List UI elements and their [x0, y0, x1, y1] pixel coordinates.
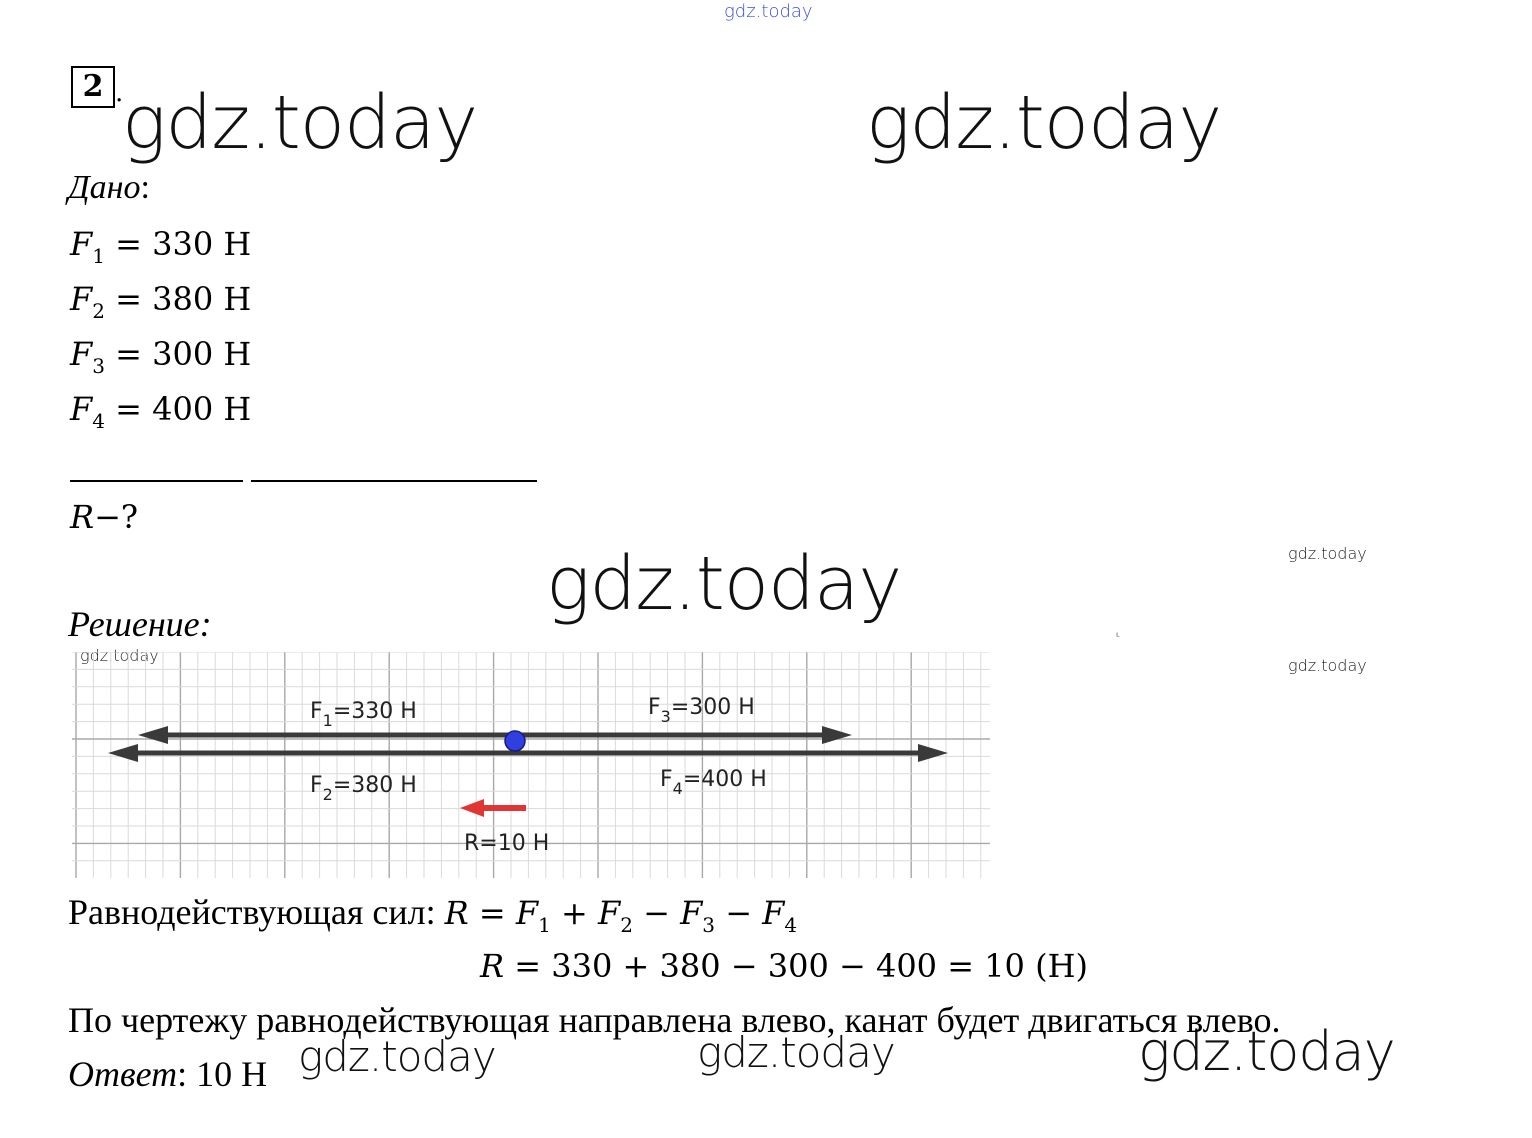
watermark-right-2: gdz.today [1288, 656, 1367, 675]
force-diagram [72, 652, 992, 880]
f1-label: $F_1=330$ Н [310, 699, 417, 730]
watermark-right-1: gdz.today [1288, 544, 1367, 563]
application-point [505, 731, 525, 751]
find-r: R−? [70, 498, 139, 536]
f1-arrow [138, 726, 566, 744]
calculation-line: R = 330 + 380 − 300 − 400 = 10 (Н) [480, 947, 1088, 985]
watermark-center: gdz.today [546, 541, 902, 627]
watermark-header-left: gdz.today [122, 80, 478, 166]
watermark-header-right: gdz.today [866, 80, 1222, 166]
given-f2: $F_2 = 380$ Н [70, 280, 252, 323]
conclusion-text: По чертежу равнодействующая направлена влево, канат будет двигаться влево. [68, 1000, 1281, 1040]
solution-title: Решение: [68, 604, 212, 644]
f4-arrow [530, 744, 948, 762]
f3-arrow [540, 726, 852, 744]
given-f1: $F_1 = 330$ Н [70, 225, 252, 268]
given-title: Дано: [68, 169, 150, 206]
given-f4: $F_4 = 400$ Н [70, 390, 252, 433]
f3-label: $F_3=300$ Н [648, 695, 755, 726]
f2-label: $F_2=380$ Н [310, 773, 417, 804]
watermark-graph: gdz.today [80, 646, 159, 665]
resultant-label: R=10 Н [464, 831, 550, 856]
answer-line: Ответ: 10 Н [68, 1054, 268, 1094]
given-divider-gap [243, 478, 251, 484]
watermark-bottom-middle: gdz.today [697, 1028, 895, 1077]
stray-mark: ᒻ [1116, 632, 1120, 643]
result-line: Равнодействующая сил: $R = F_1 + F_2 - F_3 - F_4$ [68, 892, 798, 937]
f4-label: $F_4=400$ Н [660, 767, 767, 798]
watermark-top: gdz.today [724, 1, 813, 22]
task-number-dot: . [115, 78, 124, 108]
watermark-bottom-left: gdz.today [298, 1032, 496, 1081]
given-divider [70, 480, 537, 482]
task-number: 2 [71, 66, 115, 108]
given-f3: $F_3 = 300$ Н [70, 335, 252, 378]
watermark-bottom-right: gdz.today [1138, 1020, 1395, 1083]
